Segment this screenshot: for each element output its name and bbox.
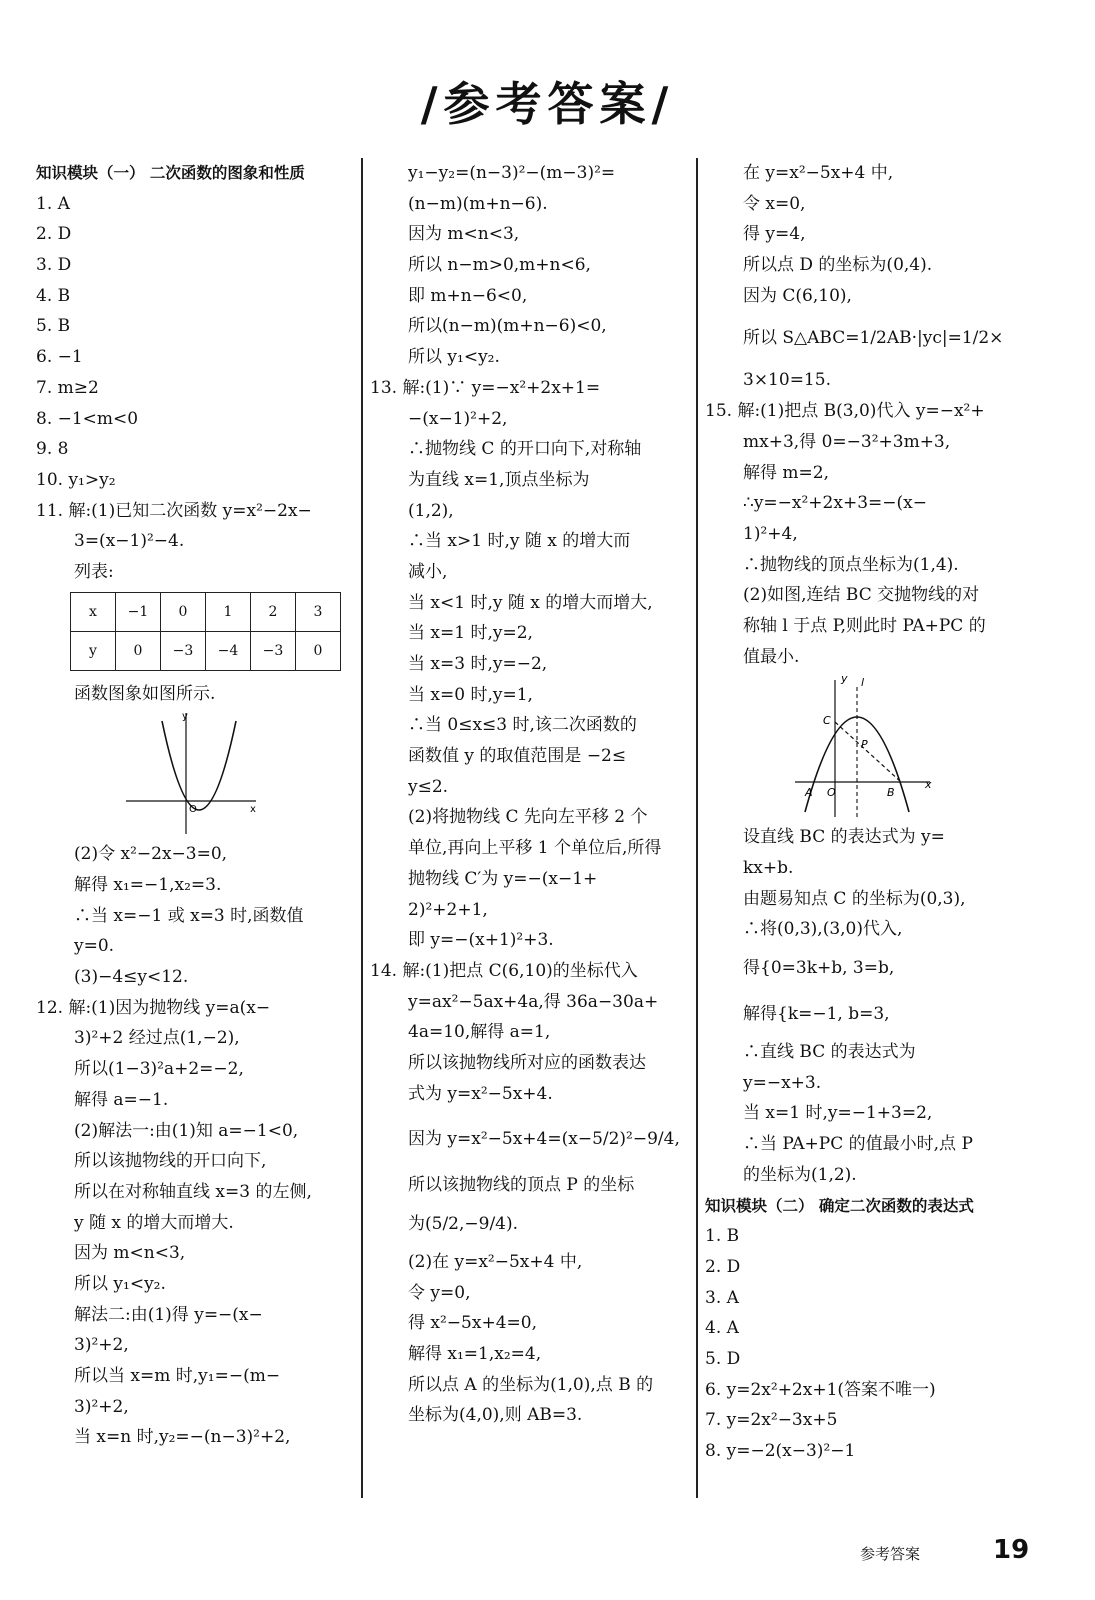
answer-line: 所以(n−m)(m+n−6)<0, [408, 316, 607, 337]
answer-line: 在 y=x²−5x+4 中, [743, 163, 894, 183]
answer-line: 令 y=0, [408, 1282, 471, 1303]
answer-line: 的坐标为(1,2). [743, 1164, 857, 1185]
answer-line: 当 x=1 时,y=−1+3=2, [743, 1103, 933, 1124]
answer-line: (2)令 x²−2x−3=0, [74, 844, 228, 865]
table-row [71, 631, 341, 670]
answer-line: 8. y=−2(x−3)²−1 [705, 1441, 856, 1461]
answer-line: 得 x²−5x+4=0, [408, 1313, 537, 1334]
answer-line: 4. B [36, 285, 71, 306]
answer-line: ∴抛物线的顶点坐标为(1,4). [743, 554, 959, 575]
footer-label: 参考答案 [860, 1545, 921, 1563]
section-heading: 知识模块（一） 二次函数的图象和性质 [36, 164, 305, 182]
answer-line: 1. A [36, 193, 70, 214]
answer-line: 当 x<1 时,y 随 x 的增大而增大, [408, 592, 653, 613]
answer-line: 当 x=3 时,y=−2, [408, 654, 548, 674]
page-number: 19 [993, 1535, 1030, 1565]
answer-line: y=−x+3. [743, 1072, 822, 1093]
column-divider-1 [361, 158, 363, 1498]
answer-line: 8. −1<m<0 [36, 408, 139, 429]
l-label: l [861, 676, 865, 690]
answer-line: 9. 8 [36, 439, 69, 460]
answer-line: 函数图象如图所示. [74, 683, 216, 704]
answer-line: 所以该抛物线的开口向下, [74, 1151, 267, 1172]
answer-line: 函数值 y 的取值范围是 −2≤ [408, 746, 627, 767]
answer-line: (3)−4≤y<12. [74, 967, 189, 988]
answer-line: y=ax²−5ax+4a,得 36a−30a+ [408, 991, 659, 1012]
answer-line: ∴y=−x²+2x+3=−(x− [743, 493, 927, 514]
answer-line: mx+3,得 0=−3²+3m+3, [743, 431, 951, 452]
answer-line: 所以点 D 的坐标为(0,4). [743, 255, 933, 276]
answer-line: 11. 解:(1)已知二次函数 y=x²−2x− [36, 500, 312, 521]
answer-line: 所以该抛物线所对应的函数表达 [408, 1052, 646, 1073]
parabola-graph-figure [36, 709, 354, 839]
answer-line: 单位,再向上平移 1 个单位后,所得 [408, 838, 662, 859]
answer-line: 值最小. [743, 646, 800, 667]
answer-line: 当 x=n 时,y₂=−(n−3)²+2, [74, 1427, 291, 1448]
answer-line: 3. A [705, 1287, 739, 1308]
parabola-curve [162, 721, 236, 810]
answer-line: 3)²+2, [74, 1396, 129, 1417]
answer-line: 1)²+4, [743, 523, 798, 544]
answer-line: 解法二:由(1)得 y=−(x− [74, 1304, 263, 1325]
point-a-label: A [805, 786, 813, 800]
answer-line: 3. D [36, 255, 72, 276]
answer-line: ∴当 x=−1 或 x=3 时,函数值 [74, 905, 304, 926]
answer-line: ∴将(0,3),(3,0)代入, [743, 919, 903, 940]
answer-line: 所以 n−m>0,m+n<6, [408, 255, 591, 276]
answer-line: 1. B [705, 1226, 740, 1247]
answer-line: 4a=10,解得 a=1, [408, 1022, 551, 1043]
answer-line: 为直线 x=1,顶点坐标为 [408, 469, 590, 490]
column-divider-2 [696, 158, 698, 1498]
answer-line: 为(5/2,−9/4). [408, 1214, 519, 1234]
answer-line: 6. y=2x²+2x+1(答案不唯一) [705, 1379, 936, 1400]
answer-line: 当 x=1 时,y=2, [408, 623, 533, 644]
answer-line: y 随 x 的增大而增大. [74, 1212, 234, 1233]
answer-line: ∴抛物线 C 的开口向下,对称轴 [408, 439, 642, 460]
answer-line: (2)如图,连结 BC 交抛物线的对 [743, 585, 980, 606]
answer-line: 所以 y₁<y₂. [74, 1273, 166, 1294]
answer-line: 解得 x₁=1,x₂=4, [408, 1344, 542, 1365]
table-cell: −3 [251, 631, 296, 670]
answer-line: 因为 m<n<3, [408, 224, 520, 245]
answer-line: 7. y=2x²−3x+5 [705, 1410, 838, 1431]
answer-line: 10. y₁>y₂ [36, 469, 116, 490]
answer-line: 所以 y₁<y₂. [408, 347, 500, 368]
answer-line: y₁−y₂=(n−3)²−(m−3)²= [408, 163, 616, 183]
answer-line: ∴当 PA+PC 的值最小时,点 P [743, 1134, 973, 1155]
answer-line: 当 x=0 时,y=1, [408, 684, 533, 705]
table-cell: 3 [296, 592, 341, 631]
table-cell: −3 [161, 631, 206, 670]
answer-column-1 [36, 158, 354, 1453]
answer-line: 4. A [705, 1318, 739, 1339]
answer-line: 3×10=15. [743, 370, 831, 391]
answer-line: 3)²+2, [74, 1335, 129, 1356]
answer-line: y≤2. [408, 776, 449, 797]
answer-line: 因为 y=x²−5x+4=(x−5/2)²−9/4, [408, 1129, 680, 1150]
answer-line: 2)²+2+1, [408, 899, 488, 920]
answer-line: 因为 m<n<3, [74, 1243, 186, 1264]
answer-line: (2)将抛物线 C 先向左平移 2 个 [408, 807, 648, 828]
answer-column-3 [705, 158, 1035, 1467]
table-cell: 1 [206, 592, 251, 631]
answer-line: 由题易知点 C 的坐标为(0,3), [743, 888, 966, 909]
answer-line: 坐标为(4,0),则 AB=3. [408, 1405, 583, 1426]
answer-line: 减小, [408, 561, 448, 582]
answer-line: kx+b. [743, 858, 794, 878]
answer-line: 列表: [74, 561, 114, 582]
answer-line: 所以在对称轴直线 x=3 的左侧, [74, 1181, 312, 1202]
answer-line: 所以点 A 的坐标为(1,0),点 B 的 [408, 1374, 654, 1395]
value-table [70, 592, 341, 671]
answer-line: 12. 解:(1)因为抛物线 y=a(x− [36, 997, 271, 1018]
answer-line: 5. D [705, 1348, 741, 1369]
segment-bc [835, 722, 901, 782]
answer-line: 称轴 l 于点 P,则此时 PA+PC 的 [743, 615, 986, 636]
origin-label: O [827, 786, 836, 800]
x-axis-label: x [925, 778, 932, 792]
point-b-label: B [887, 786, 895, 800]
table-cell: 0 [296, 631, 341, 670]
answer-line: 解得 x₁=−1,x₂=3. [74, 875, 222, 895]
answer-line: 得 y=4, [743, 224, 806, 245]
answer-line: 2. D [705, 1256, 741, 1277]
point-p-label: P [861, 738, 868, 752]
answer-line: (2)解法一:由(1)知 a=−1<0, [74, 1120, 299, 1141]
answer-line: 即 m+n−6<0, [408, 285, 528, 306]
answer-line: 抛物线 C′为 y=−(x−1+ [408, 868, 598, 889]
answer-line: ∴当 0≤x≤3 时,该二次函数的 [408, 715, 637, 736]
table-row [71, 592, 341, 631]
answer-line: 15. 解:(1)把点 B(3,0)代入 y=−x²+ [705, 401, 985, 422]
answer-line: 3=(x−1)²−4. [74, 531, 185, 552]
table-cell: −1 [116, 592, 161, 631]
answer-line: y=0. [74, 936, 115, 957]
answer-line: 所以 S△ABC=1/2AB·|yc|=1/2× [743, 328, 1004, 349]
table-cell: 0 [116, 631, 161, 670]
section-heading: 知识模块（二） 确定二次函数的表达式 [705, 1196, 974, 1215]
y-axis-label: y [841, 672, 848, 686]
bc-line-parabola-figure [705, 672, 1035, 822]
table-cell: y [71, 631, 116, 670]
table-cell: 2 [251, 592, 296, 631]
answer-line: 设直线 BC 的表达式为 y= [743, 827, 945, 848]
page-title: /参考答案/ [420, 77, 675, 131]
answer-line: 解得 a=−1. [74, 1089, 169, 1110]
answer-line: 6. −1 [36, 347, 83, 368]
answer-line: 式为 y=x²−5x+4. [408, 1083, 553, 1104]
table-cell: −4 [206, 631, 251, 670]
answer-line: (1,2), [408, 500, 454, 521]
table-cell: 0 [161, 592, 206, 631]
table-cell: x [71, 592, 116, 631]
answer-line: 解得{k=−1, b=3, [743, 1004, 890, 1025]
answer-line: 得{0=3k+b, 3=b, [743, 958, 895, 979]
answer-line: 7. m≥2 [36, 377, 99, 398]
answer-line: 13. 解:(1)∵ y=−x²+2x+1= [370, 377, 601, 398]
point-c-label: C [823, 714, 831, 728]
x-axis-label: x [250, 804, 256, 816]
answer-line: −(x−1)²+2, [408, 408, 508, 429]
answer-line: 所以该抛物线的顶点 P 的坐标 [408, 1175, 635, 1196]
answer-line: 解得 m=2, [743, 462, 829, 483]
answer-line: ∴直线 BC 的表达式为 [743, 1042, 916, 1063]
answer-line: 所以(1−3)²a+2=−2, [74, 1059, 244, 1080]
answer-line: 2. D [36, 224, 72, 245]
answer-line: 14. 解:(1)把点 C(6,10)的坐标代入 [370, 960, 638, 981]
answer-line: 3)²+2 经过点(1,−2), [74, 1028, 240, 1049]
answer-line: 5. B [36, 316, 71, 337]
answer-line: 即 y=−(x+1)²+3. [408, 930, 554, 951]
answer-line: (2)在 y=x²−5x+4 中, [408, 1252, 583, 1272]
answer-line: (n−m)(m+n−6). [408, 193, 548, 214]
answer-line: 所以当 x=m 时,y₁=−(m− [74, 1366, 281, 1386]
y-axis-label: y [182, 711, 188, 723]
answer-column-2 [370, 158, 688, 1431]
answer-line: ∴当 x>1 时,y 随 x 的增大而 [408, 531, 631, 552]
answer-line: 令 x=0, [743, 193, 806, 214]
answer-line: 因为 C(6,10), [743, 285, 852, 306]
origin-label: O [189, 804, 197, 816]
